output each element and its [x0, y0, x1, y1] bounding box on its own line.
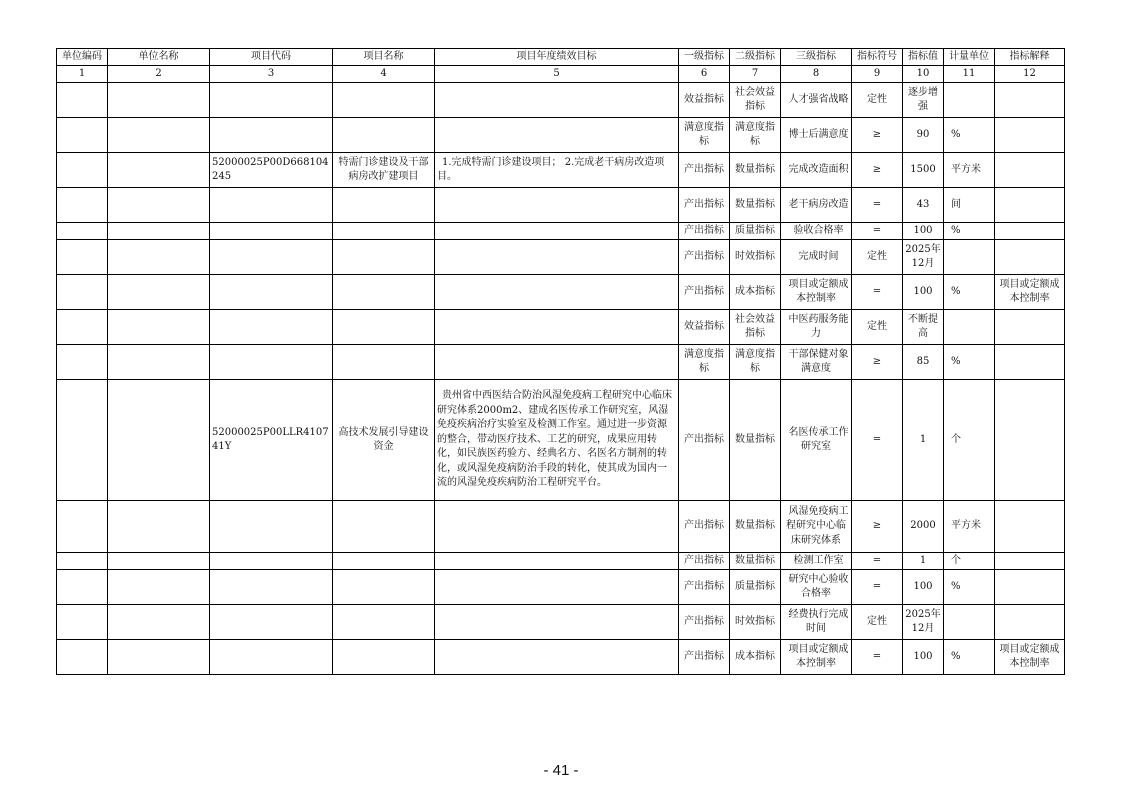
table-row [57, 223, 1065, 240]
table-row [57, 640, 1065, 675]
indicator-value-cell: 不断提高 [903, 310, 944, 345]
level3-indicator-cell: 博士后满意度 [781, 118, 852, 153]
indicator-value-cell: 100 [903, 223, 944, 240]
level2-indicator-cell: 质量指标 [730, 570, 781, 605]
level2-indicator-cell: 满意度指标 [730, 118, 781, 153]
indicator-value-cell: 1500 [903, 153, 944, 188]
indicator-value-cell: 2000 [903, 501, 944, 553]
level3-indicator-cell: 完成时间 [781, 240, 852, 275]
level3-indicator-cell: 风湿免疫病工程研究中心临床研究体系 [781, 501, 852, 553]
table-row [57, 570, 1065, 605]
level3-indicator-cell: 经费执行完成时间 [781, 605, 852, 640]
project-code-cell [210, 118, 333, 153]
level2-indicator-cell: 时效指标 [730, 605, 781, 640]
header-cell: 二级指标 [730, 49, 781, 66]
column-number: 1 [57, 66, 108, 83]
level3-indicator-cell: 研究中心验收合格率 [781, 570, 852, 605]
indicator-symbol-cell: ≥ [852, 153, 903, 188]
level3-indicator-cell: 完成改造面积 [781, 153, 852, 188]
header-cell: 单位编码 [57, 49, 108, 66]
level2-indicator-cell: 数量指标 [730, 188, 781, 223]
table-row [57, 310, 1065, 345]
unit-code-cell [57, 83, 108, 118]
project-name-cell [333, 118, 435, 153]
unit-code-cell [57, 345, 108, 380]
header-cell: 项目名称 [333, 49, 435, 66]
column-number: 8 [781, 66, 852, 83]
table-row [57, 153, 1065, 188]
project-name-cell [333, 310, 435, 345]
indicator-explanation-cell [995, 570, 1065, 605]
level3-indicator-cell: 验收合格率 [781, 223, 852, 240]
level1-indicator-cell: 产出指标 [679, 605, 730, 640]
project-code-cell [210, 83, 333, 118]
column-number: 3 [210, 66, 333, 83]
header-cell: 一级指标 [679, 49, 730, 66]
level2-indicator-cell: 满意度指标 [730, 345, 781, 380]
project-code-cell: 52000025P00LLR410741Y [210, 380, 333, 501]
indicator-value-cell: 2025年12月 [903, 605, 944, 640]
level3-indicator-cell: 中医药服务能力 [781, 310, 852, 345]
project-code-cell [210, 501, 333, 553]
table-row [57, 188, 1065, 223]
level2-indicator-cell: 时效指标 [730, 240, 781, 275]
annual-goal-cell [435, 275, 679, 310]
table-row [57, 501, 1065, 553]
project-name-cell [333, 188, 435, 223]
project-code-cell [210, 570, 333, 605]
table-row [57, 83, 1065, 118]
level3-indicator-cell: 人才强省战略 [781, 83, 852, 118]
unit-code-cell [57, 240, 108, 275]
level1-indicator-cell: 产出指标 [679, 275, 730, 310]
indicator-value-cell: 100 [903, 640, 944, 675]
project-name-cell: 特需门诊建设及干部病房改扩建项目 [333, 153, 435, 188]
level1-indicator-cell: 产出指标 [679, 553, 730, 570]
project-name-cell [333, 223, 435, 240]
column-number: 2 [108, 66, 210, 83]
column-number: 5 [435, 66, 679, 83]
unit-of-measure-cell [944, 605, 995, 640]
indicator-symbol-cell: 定性 [852, 240, 903, 275]
unit-of-measure-cell: 个 [944, 553, 995, 570]
header-cell: 项目代码 [210, 49, 333, 66]
unit-of-measure-cell [944, 83, 995, 118]
header-cell: 指标值 [903, 49, 944, 66]
project-name-cell [333, 345, 435, 380]
unit-name-cell [108, 83, 210, 118]
indicator-explanation-cell [995, 153, 1065, 188]
table-row [57, 380, 1065, 501]
table-row [57, 275, 1065, 310]
column-number: 9 [852, 66, 903, 83]
page-number: - 41 - [543, 762, 579, 779]
indicator-explanation-cell [995, 118, 1065, 153]
indicator-symbol-cell: 定性 [852, 605, 903, 640]
level1-indicator-cell: 产出指标 [679, 223, 730, 240]
indicator-symbol-cell: = [852, 380, 903, 501]
indicator-value-cell: 100 [903, 275, 944, 310]
level3-indicator-cell: 干部保健对象满意度 [781, 345, 852, 380]
unit-of-measure-cell: % [944, 345, 995, 380]
annual-goal-cell [435, 570, 679, 605]
unit-of-measure-cell [944, 310, 995, 345]
header-cell: 单位名称 [108, 49, 210, 66]
annual-goal-cell [435, 310, 679, 345]
indicator-symbol-cell: = [852, 223, 903, 240]
level1-indicator-cell: 效益指标 [679, 310, 730, 345]
annual-goal-cell [435, 640, 679, 675]
project-code-cell [210, 275, 333, 310]
unit-name-cell [108, 501, 210, 553]
indicator-explanation-cell [995, 83, 1065, 118]
annual-goal-cell [435, 118, 679, 153]
unit-name-cell [108, 605, 210, 640]
header-cell: 计量单位 [944, 49, 995, 66]
unit-code-cell [57, 153, 108, 188]
indicator-explanation-cell [995, 380, 1065, 501]
unit-code-cell [57, 605, 108, 640]
unit-of-measure-cell: 个 [944, 380, 995, 501]
level2-indicator-cell: 社会效益指标 [730, 83, 781, 118]
indicator-explanation-cell [995, 223, 1065, 240]
unit-name-cell [108, 188, 210, 223]
unit-name-cell [108, 345, 210, 380]
annual-goal-cell [435, 605, 679, 640]
indicator-symbol-cell: = [852, 275, 903, 310]
level1-indicator-cell: 产出指标 [679, 501, 730, 553]
project-code-cell [210, 553, 333, 570]
indicator-explanation-cell [995, 501, 1065, 553]
unit-name-cell [108, 640, 210, 675]
performance-table [56, 48, 1065, 675]
header-cell: 指标符号 [852, 49, 903, 66]
level2-indicator-cell: 数量指标 [730, 553, 781, 570]
unit-of-measure-cell: 平方米 [944, 153, 995, 188]
level3-indicator-cell: 项目或定额成本控制率 [781, 640, 852, 675]
indicator-value-cell: 1 [903, 553, 944, 570]
unit-of-measure-cell: 平方米 [944, 501, 995, 553]
project-code-cell [210, 605, 333, 640]
project-code-cell [210, 310, 333, 345]
level1-indicator-cell: 产出指标 [679, 570, 730, 605]
unit-name-cell [108, 118, 210, 153]
project-name-cell [333, 640, 435, 675]
level1-indicator-cell: 满意度指标 [679, 345, 730, 380]
annual-goal-cell [435, 553, 679, 570]
indicator-explanation-cell [995, 240, 1065, 275]
indicator-symbol-cell: 定性 [852, 83, 903, 118]
unit-name-cell [108, 153, 210, 188]
unit-code-cell [57, 223, 108, 240]
annual-goal-cell [435, 83, 679, 118]
unit-name-cell [108, 570, 210, 605]
column-number: 10 [903, 66, 944, 83]
unit-name-cell [108, 310, 210, 345]
indicator-value-cell: 100 [903, 570, 944, 605]
indicator-value-cell: 43 [903, 188, 944, 223]
indicator-explanation-cell: 项目或定额成本控制率 [995, 275, 1065, 310]
unit-code-cell [57, 118, 108, 153]
unit-of-measure-cell: % [944, 570, 995, 605]
project-code-cell [210, 223, 333, 240]
level1-indicator-cell: 产出指标 [679, 240, 730, 275]
level1-indicator-cell: 效益指标 [679, 83, 730, 118]
column-number: 6 [679, 66, 730, 83]
annual-goal-cell [435, 188, 679, 223]
indicator-explanation-cell: 项目或定额成本控制率 [995, 640, 1065, 675]
table-row [57, 345, 1065, 380]
table-row [57, 605, 1065, 640]
unit-of-measure-cell: 间 [944, 188, 995, 223]
unit-code-cell [57, 570, 108, 605]
unit-of-measure-cell [944, 240, 995, 275]
annual-goal-cell [435, 345, 679, 380]
level3-indicator-cell: 名医传承工作研究室 [781, 380, 852, 501]
unit-code-cell [57, 640, 108, 675]
project-name-cell: 高技术发展引导建设资金 [333, 380, 435, 501]
column-number: 11 [944, 66, 995, 83]
indicator-symbol-cell: = [852, 553, 903, 570]
annual-goal-cell: 1.完成特需门诊建设项目； 2.完成老干病房改造项目。 [435, 153, 679, 188]
level1-indicator-cell: 产出指标 [679, 153, 730, 188]
indicator-explanation-cell [995, 310, 1065, 345]
project-name-cell [333, 553, 435, 570]
indicator-symbol-cell: 定性 [852, 310, 903, 345]
unit-name-cell [108, 275, 210, 310]
project-code-cell [210, 640, 333, 675]
indicator-value-cell: 1 [903, 380, 944, 501]
project-code-cell [210, 345, 333, 380]
project-name-cell [333, 240, 435, 275]
annual-goal-cell [435, 223, 679, 240]
indicator-symbol-cell: = [852, 188, 903, 223]
indicator-explanation-cell [995, 345, 1065, 380]
header-cell: 指标解释 [995, 49, 1065, 66]
indicator-explanation-cell [995, 188, 1065, 223]
level2-indicator-cell: 质量指标 [730, 223, 781, 240]
column-number: 7 [730, 66, 781, 83]
annual-goal-cell: 贵州省中西医结合防治风湿免疫病工程研究中心临床研究体系2000m2、建成名医传承工作研究室，风湿免疫疾病治疗实验室及检测工作室。通过进一步资源的整合，带动医疗技术、工艺的研究，成果应用转化，如民族医药验方、经典名方、名医名方制剂的转化，或风湿免疫病防治手段的转化，使其成为国内一流的风湿免疫疾病防治工程研究平台。 [435, 380, 679, 501]
annual-goal-cell [435, 240, 679, 275]
unit-code-cell [57, 188, 108, 223]
indicator-symbol-cell: = [852, 570, 903, 605]
indicator-value-cell: 90 [903, 118, 944, 153]
unit-code-cell [57, 501, 108, 553]
level1-indicator-cell: 产出指标 [679, 188, 730, 223]
indicator-symbol-cell: ≥ [852, 118, 903, 153]
header-cell: 项目年度绩效目标 [435, 49, 679, 66]
level2-indicator-cell: 成本指标 [730, 275, 781, 310]
column-number-row [57, 66, 1065, 83]
project-name-cell [333, 605, 435, 640]
unit-of-measure-cell: % [944, 640, 995, 675]
annual-goal-cell [435, 501, 679, 553]
unit-name-cell [108, 240, 210, 275]
indicator-explanation-cell [995, 605, 1065, 640]
header-row [57, 49, 1065, 66]
level2-indicator-cell: 成本指标 [730, 640, 781, 675]
level1-indicator-cell: 产出指标 [679, 640, 730, 675]
unit-of-measure-cell: % [944, 118, 995, 153]
unit-code-cell [57, 380, 108, 501]
project-code-cell: 52000025P00D668104245 [210, 153, 333, 188]
indicator-value-cell: 逐步增强 [903, 83, 944, 118]
level2-indicator-cell: 数量指标 [730, 501, 781, 553]
project-code-cell [210, 240, 333, 275]
level3-indicator-cell: 老干病房改造 [781, 188, 852, 223]
table-row [57, 553, 1065, 570]
indicator-symbol-cell: = [852, 640, 903, 675]
indicator-symbol-cell: ≥ [852, 345, 903, 380]
level1-indicator-cell: 产出指标 [679, 380, 730, 501]
level2-indicator-cell: 数量指标 [730, 153, 781, 188]
table-row [57, 118, 1065, 153]
project-name-cell [333, 83, 435, 118]
unit-of-measure-cell: % [944, 275, 995, 310]
indicator-value-cell: 2025年12月 [903, 240, 944, 275]
column-number: 4 [333, 66, 435, 83]
level2-indicator-cell: 社会效益指标 [730, 310, 781, 345]
unit-code-cell [57, 310, 108, 345]
level3-indicator-cell: 项目或定额成本控制率 [781, 275, 852, 310]
unit-name-cell [108, 553, 210, 570]
level2-indicator-cell: 数量指标 [730, 380, 781, 501]
indicator-value-cell: 85 [903, 345, 944, 380]
unit-name-cell [108, 380, 210, 501]
unit-code-cell [57, 553, 108, 570]
indicator-symbol-cell: ≥ [852, 501, 903, 553]
level1-indicator-cell: 满意度指标 [679, 118, 730, 153]
unit-of-measure-cell: % [944, 223, 995, 240]
column-number: 12 [995, 66, 1065, 83]
unit-name-cell [108, 223, 210, 240]
project-name-cell [333, 501, 435, 553]
project-name-cell [333, 570, 435, 605]
project-code-cell [210, 188, 333, 223]
indicator-explanation-cell [995, 553, 1065, 570]
header-cell: 三级指标 [781, 49, 852, 66]
unit-code-cell [57, 275, 108, 310]
level3-indicator-cell: 检测工作室 [781, 553, 852, 570]
table-row [57, 240, 1065, 275]
project-name-cell [333, 275, 435, 310]
